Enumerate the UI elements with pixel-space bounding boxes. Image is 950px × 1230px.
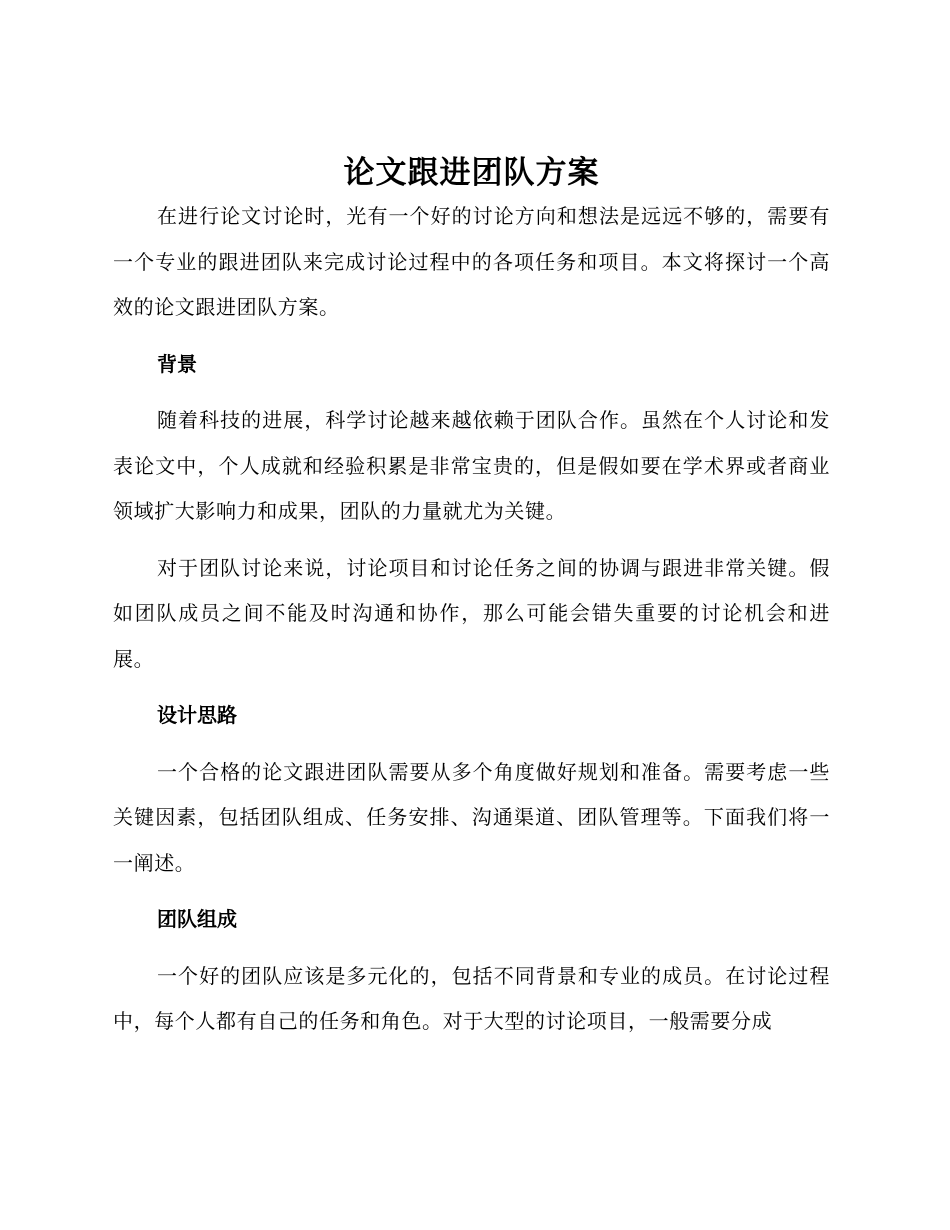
spacer — [113, 682, 830, 693]
spacer — [113, 331, 830, 342]
background-paragraph-1: 随着科技的进展，科学讨论越来越依赖于团队合作。虽然在个人讨论和发表论文中，个人成就和经验积累是非常宝贵的，但是假如要在学术界或者商业领域扩大影响力和成果，团队的力量就尤为关键。 — [113, 408, 830, 523]
document-title: 论文跟进团队方案 — [343, 155, 600, 191]
background-paragraph-2: 对于团队讨论来说，讨论项目和讨论任务之间的协调与跟进非常关键。假如团队成员之间不能及时沟通和协作，那么可能会错失重要的讨论机会和进展。 — [113, 555, 830, 671]
intro-paragraph: 在进行论文讨论时，光有一个好的讨论方向和想法是远远不够的，需要有一个专业的跟进团队来完成讨论过程中的各项任务和项目。本文将探讨一个高效的论文跟进团队方案。 — [113, 204, 830, 319]
team-paragraph: 一个好的团队应该是多元化的，包括不同背景和专业的成员。在讨论过程中，每个人都有自己的任务和角色。对于大型的讨论项目，一般需要分成 — [113, 963, 830, 1033]
spacer — [113, 739, 830, 750]
section-heading-team: 团队组成 — [157, 907, 237, 931]
spacer — [113, 943, 830, 954]
section-heading-background: 背景 — [157, 351, 197, 376]
section-heading-design: 设计思路 — [157, 703, 237, 727]
spacer — [113, 387, 830, 398]
spacer — [113, 886, 830, 897]
spacer — [113, 535, 830, 546]
document-page — [113, 152, 830, 1045]
design-paragraph: 一个合格的论文跟进团队需要从多个角度做好规划和准备。需要考虑一些关键因素，包括团队组成、任务安排、沟通渠道、团队管理等。下面我们将一一阐述。 — [113, 759, 830, 875]
